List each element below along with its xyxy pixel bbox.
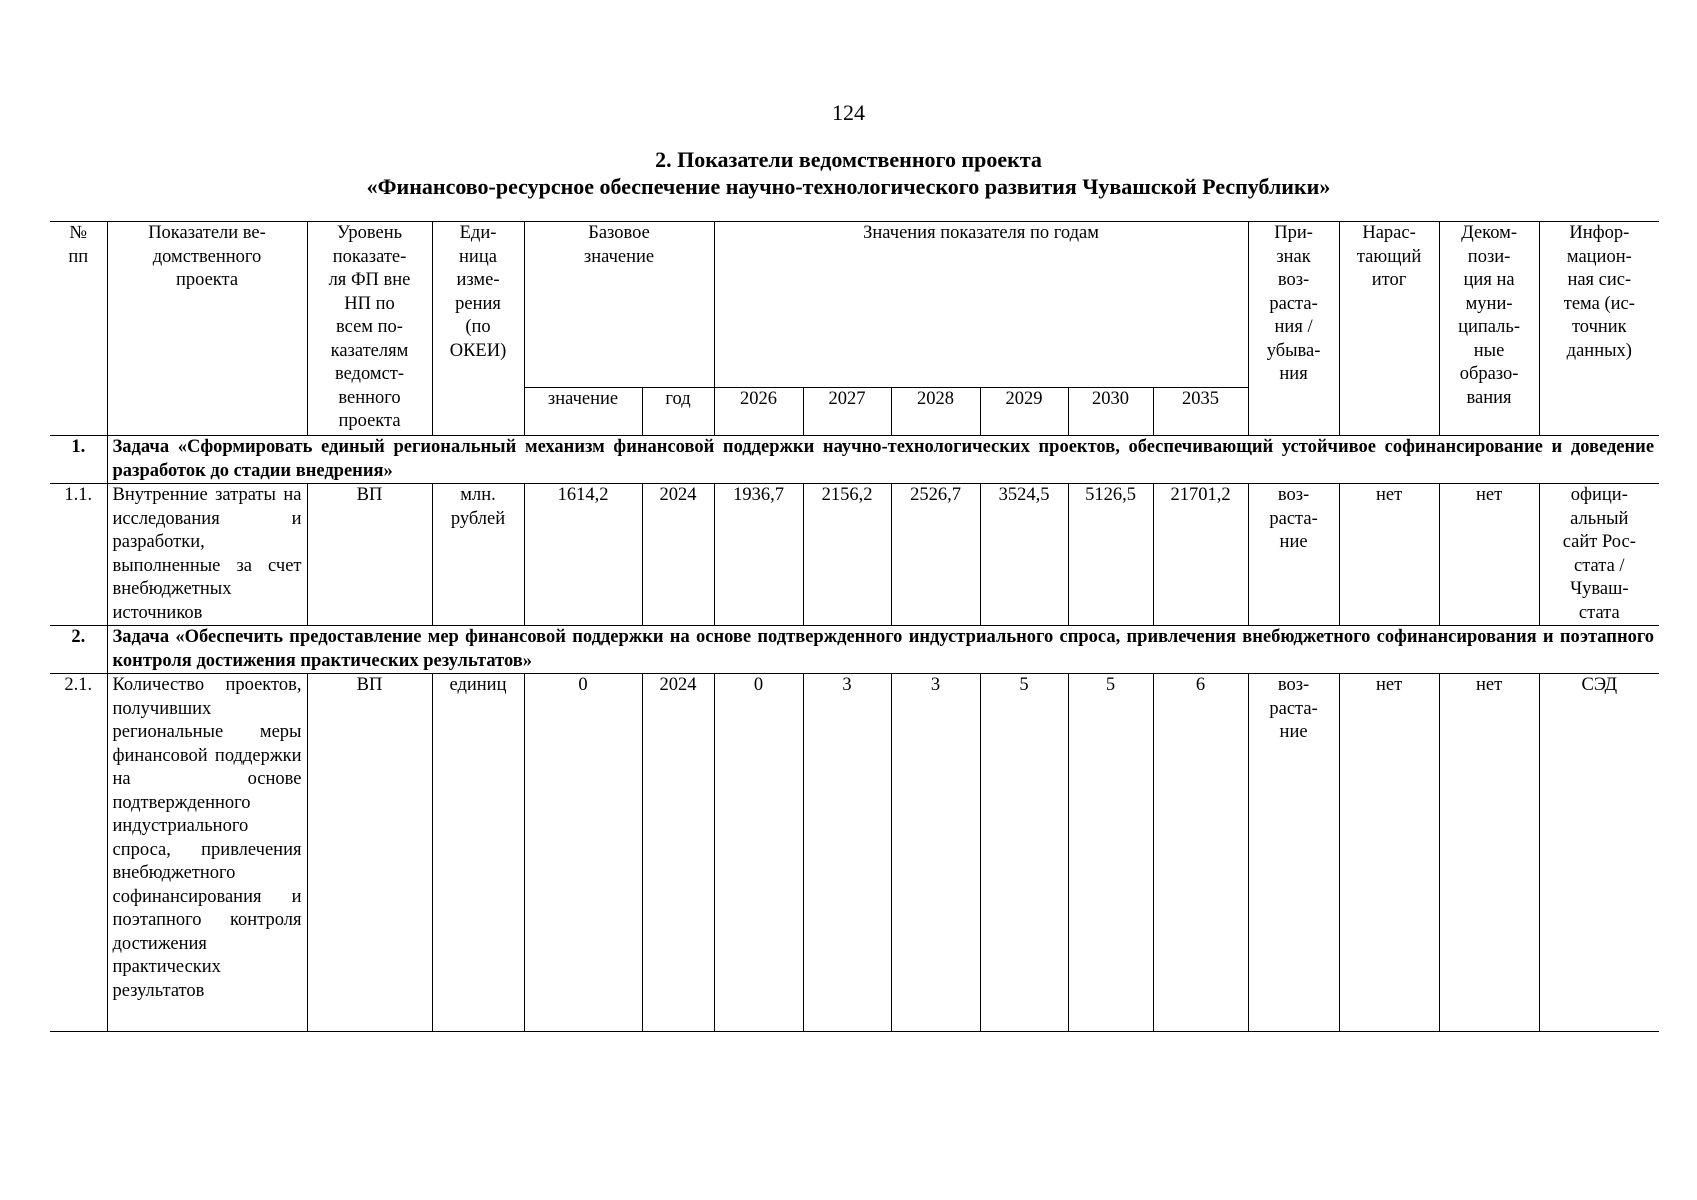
header-year-2026: 2026 [714,388,803,436]
header-base: Базовое значение [524,222,714,388]
title-line-2: «Финансово-ресурсное обеспечение научно-технологического развития Чувашской Республики» [366,174,1331,199]
row-value-2028: 3 [891,674,980,1032]
task-num: 2. [50,626,107,674]
row-unit: единиц [432,674,524,1032]
row-num: 2.1. [50,674,107,1032]
row-value-2029: 5 [980,674,1068,1032]
title-line-1: 2. Показатели ведомственного проекта [655,147,1042,172]
table-row-2-1 [50,674,1659,1032]
header-year-2035: 2035 [1153,388,1248,436]
row-base-year: 2024 [642,484,714,626]
row-sign: воз- раста- ние [1248,674,1339,1032]
header-sign: При- знак воз- раста- ния / убыва- ния [1248,222,1339,436]
row-decomposition: нет [1439,674,1539,1032]
row-value-2030: 5 [1068,674,1153,1032]
task-row-2 [50,626,1659,674]
row-level: ВП [307,674,432,1032]
header-level: Уровень показате- ля ФП вне НП по всем по- казателям ведомст- венного проекта [307,222,432,436]
row-base-value: 1614,2 [524,484,642,626]
header-decomposition: Деком- пози- ция на муни- ципаль- ные образо- вания [1439,222,1539,436]
header-year-2029: 2029 [980,388,1068,436]
row-info-system: офици- альный сайт Рос- стата / Чуваш- стата [1539,484,1659,626]
row-value-2027: 2156,2 [803,484,891,626]
header-year-2027: 2027 [803,388,891,436]
row-value-2028: 2526,7 [891,484,980,626]
row-value-2027: 3 [803,674,891,1032]
row-value-2035: 6 [1153,674,1248,1032]
row-num: 1.1. [50,484,107,626]
row-decomposition: нет [1439,484,1539,626]
header-values-by-year: Значения показателя по годам [714,222,1248,388]
document-title [0,146,1697,200]
header-indicator: Показатели ве- домственного проекта [107,222,307,436]
row-level: ВП [307,484,432,626]
row-indicator: Количество проектов, получивших региональные меры финансовой поддержки на основе подтвержденного индустриального спроса, привлечения внебюджетного софинансирования и поэтапного контроля достижения практических результатов [107,674,307,1032]
header-unit: Еди- ница изме- рения (по ОКЕИ) [432,222,524,436]
row-value-2035: 21701,2 [1153,484,1248,626]
header-info-system: Инфор- мацион- ная сис- тема (ис- точник данных) [1539,222,1659,436]
row-value-2026: 0 [714,674,803,1032]
task-row-1 [50,436,1659,484]
header-cumulative: Нарас- тающий итог [1339,222,1439,436]
row-indicator: Внутренние затраты на исследования и разработки, выполненные за счет внебюджетных источников [107,484,307,626]
header-year-2028: 2028 [891,388,980,436]
header-year-2030: 2030 [1068,388,1153,436]
row-unit: млн. рублей [432,484,524,626]
header-base-year: год [642,388,714,436]
task-text: Задача «Сформировать единый региональный механизм финансовой поддержки научно-технологических проектов, обеспечивающий устойчивое софинансирование и доведение разработок до стадии внедрения» [107,436,1659,484]
row-value-2029: 3524,5 [980,484,1068,626]
row-base-value: 0 [524,674,642,1032]
row-cumulative: нет [1339,484,1439,626]
header-num: № пп [50,222,107,436]
task-text: Задача «Обеспечить предоставление мер финансовой поддержки на основе подтвержденного индустриального спроса, привлечения внебюджетного софинансирования и поэтапного контроля достижения практических результатов» [107,626,1659,674]
page-number: 124 [832,100,865,125]
row-sign: воз- раста- ние [1248,484,1339,626]
header-row-1 [50,222,1659,388]
header-base-value: значение [524,388,642,436]
table-row-1-1 [50,484,1659,626]
row-info-system: СЭД [1539,674,1659,1032]
row-base-year: 2024 [642,674,714,1032]
row-cumulative: нет [1339,674,1439,1032]
indicators-table [50,221,1659,1032]
row-value-2030: 5126,5 [1068,484,1153,626]
task-num: 1. [50,436,107,484]
row-value-2026: 1936,7 [714,484,803,626]
